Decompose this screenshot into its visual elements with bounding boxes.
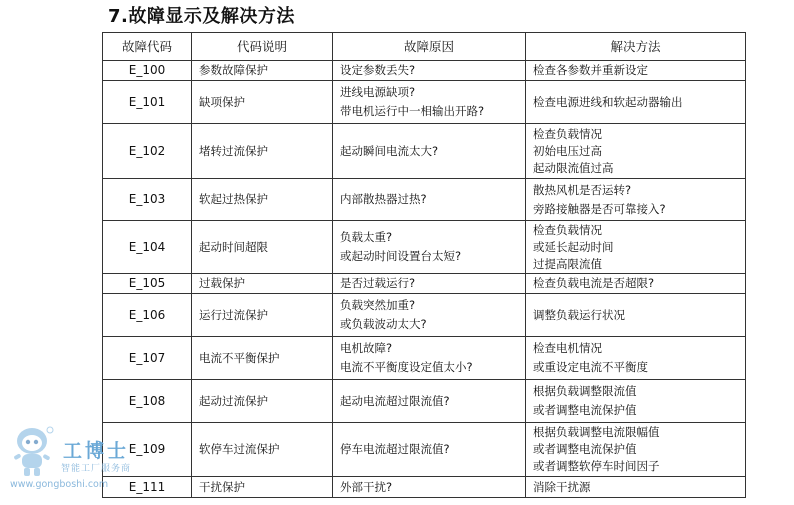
fault-cause: [333, 61, 526, 81]
table-header-row: [103, 33, 746, 61]
solution-line: 根据负载调整限流值: [533, 384, 637, 398]
gongboshi-watermark: [6, 424, 166, 494]
solution: [526, 81, 746, 124]
code-description: 参数故障保护: [192, 61, 333, 81]
code-description: 电流不平衡保护: [192, 337, 333, 380]
table-row: [103, 61, 746, 81]
fault-code: E_106: [103, 294, 192, 337]
cause-line: 设定参数丢失?: [340, 63, 416, 77]
code-description: 运行过流保护: [192, 294, 333, 337]
cause-line: 或起动时间设置台太短?: [340, 249, 462, 263]
code-description: 堵转过流保护: [192, 124, 333, 179]
solution-line: 调整负载运行状况: [533, 307, 625, 322]
fault-code: E_111: [103, 477, 192, 498]
solution-line: 旁路接触器是否可靠接入?: [533, 201, 666, 216]
header-fault-code: 故障代码: [103, 33, 192, 61]
watermark-tagline: 智能工厂服务商: [61, 464, 132, 474]
solution-line: 检查电机情况: [533, 341, 602, 355]
fault-cause: [333, 81, 526, 124]
solution-line: 检查各参数并重新设定: [533, 63, 648, 77]
solution: [526, 124, 746, 179]
cause-line: 停车电流超过限流值?: [340, 442, 450, 456]
fault-cause: [333, 337, 526, 380]
cause-line: 起动电流超过限流值?: [340, 393, 450, 408]
solution-line: 或延长起动时间: [533, 239, 614, 254]
solution: [526, 61, 746, 81]
solution-line: 或者调整电流保护值: [533, 442, 637, 456]
cause-line: 起动瞬间电流太大?: [340, 143, 439, 158]
table-row: [103, 124, 746, 179]
header-code-description: 代码说明: [192, 33, 333, 61]
code-description: 缺项保护: [192, 81, 333, 124]
solution-line: 检查负载情况: [533, 126, 602, 141]
fault-cause: [333, 294, 526, 337]
fault-code: E_100: [103, 61, 192, 81]
solution: [526, 179, 746, 221]
code-description: 干扰保护: [192, 477, 333, 498]
fault-code: E_107: [103, 337, 192, 380]
header-solution: 解决方法: [526, 33, 746, 61]
solution: [526, 337, 746, 380]
table-row: [103, 423, 746, 477]
fault-cause: [333, 274, 526, 294]
cause-line: 带电机运行中一相输出开路?: [340, 104, 485, 118]
fault-cause: [333, 221, 526, 274]
table-row: [103, 221, 746, 274]
fault-code-table: [102, 32, 746, 498]
fault-code: E_102: [103, 124, 192, 179]
code-description: 过载保护: [192, 274, 333, 294]
solution: [526, 477, 746, 498]
solution: [526, 294, 746, 337]
solution-line: 或者调整软停车时间因子: [533, 459, 660, 473]
solution-line: 散热风机是否运转?: [533, 182, 632, 197]
solution: [526, 380, 746, 423]
table-row: [103, 294, 746, 337]
robot-mascot-icon: [8, 424, 62, 480]
fault-cause: [333, 477, 526, 498]
table-row: [103, 337, 746, 380]
cause-line: 内部散热器过热?: [340, 192, 427, 206]
table-row: [103, 380, 746, 423]
table-row: [103, 274, 746, 294]
fault-cause: [333, 423, 526, 477]
cause-line: 外部干扰?: [340, 479, 393, 494]
watermark-url: www.gongboshi.com: [10, 479, 109, 490]
table-row: [103, 477, 746, 498]
solution-line: 根据负载调整电流限幅值: [533, 425, 660, 439]
solution-line: 过提高限流值: [533, 256, 602, 271]
fault-code: E_104: [103, 221, 192, 274]
cause-line: 负载突然加重?: [340, 298, 416, 312]
solution-line: 消除干扰源: [533, 479, 591, 494]
solution-line: 或重设定电流不平衡度: [533, 360, 648, 374]
table-row: [103, 81, 746, 124]
fault-code: E_103: [103, 179, 192, 221]
solution-line: 初始电压过高: [533, 143, 602, 158]
fault-cause: [333, 179, 526, 221]
fault-code: E_105: [103, 274, 192, 294]
code-description: 起动过流保护: [192, 380, 333, 423]
solution-line: 检查负载情况: [533, 222, 602, 237]
code-description: 起动时间超限: [192, 221, 333, 274]
cause-line: 电流不平衡度设定值太小?: [340, 360, 473, 374]
watermark-brand: 工博士: [63, 440, 130, 462]
fault-cause: [333, 124, 526, 179]
solution-line: 或者调整电流保护值: [533, 403, 637, 417]
cause-line: 负载太重?: [340, 230, 393, 244]
cause-line: 进线电源缺项?: [340, 85, 416, 99]
header-fault-cause: 故障原因: [333, 33, 526, 61]
solution: [526, 274, 746, 294]
fault-code: E_109: [103, 423, 192, 477]
solution: [526, 221, 746, 274]
solution-line: 起动限流值过高: [533, 160, 614, 175]
cause-line: 或负载波动太大?: [340, 317, 427, 331]
cause-line: 电机故障?: [340, 341, 393, 355]
fault-code: E_101: [103, 81, 192, 124]
fault-cause: [333, 380, 526, 423]
solution-line: 检查电源进线和软起动器输出: [533, 94, 683, 109]
section-heading: 7.故障显示及解决方法: [108, 6, 295, 27]
table-row: [103, 179, 746, 221]
fault-code: E_108: [103, 380, 192, 423]
code-description: 软停车过流保护: [192, 423, 333, 477]
cause-line: 是否过载运行?: [340, 276, 416, 290]
solution: [526, 423, 746, 477]
code-description: 软起过热保护: [192, 179, 333, 221]
solution-line: 检查负载电流是否超限?: [533, 276, 655, 290]
